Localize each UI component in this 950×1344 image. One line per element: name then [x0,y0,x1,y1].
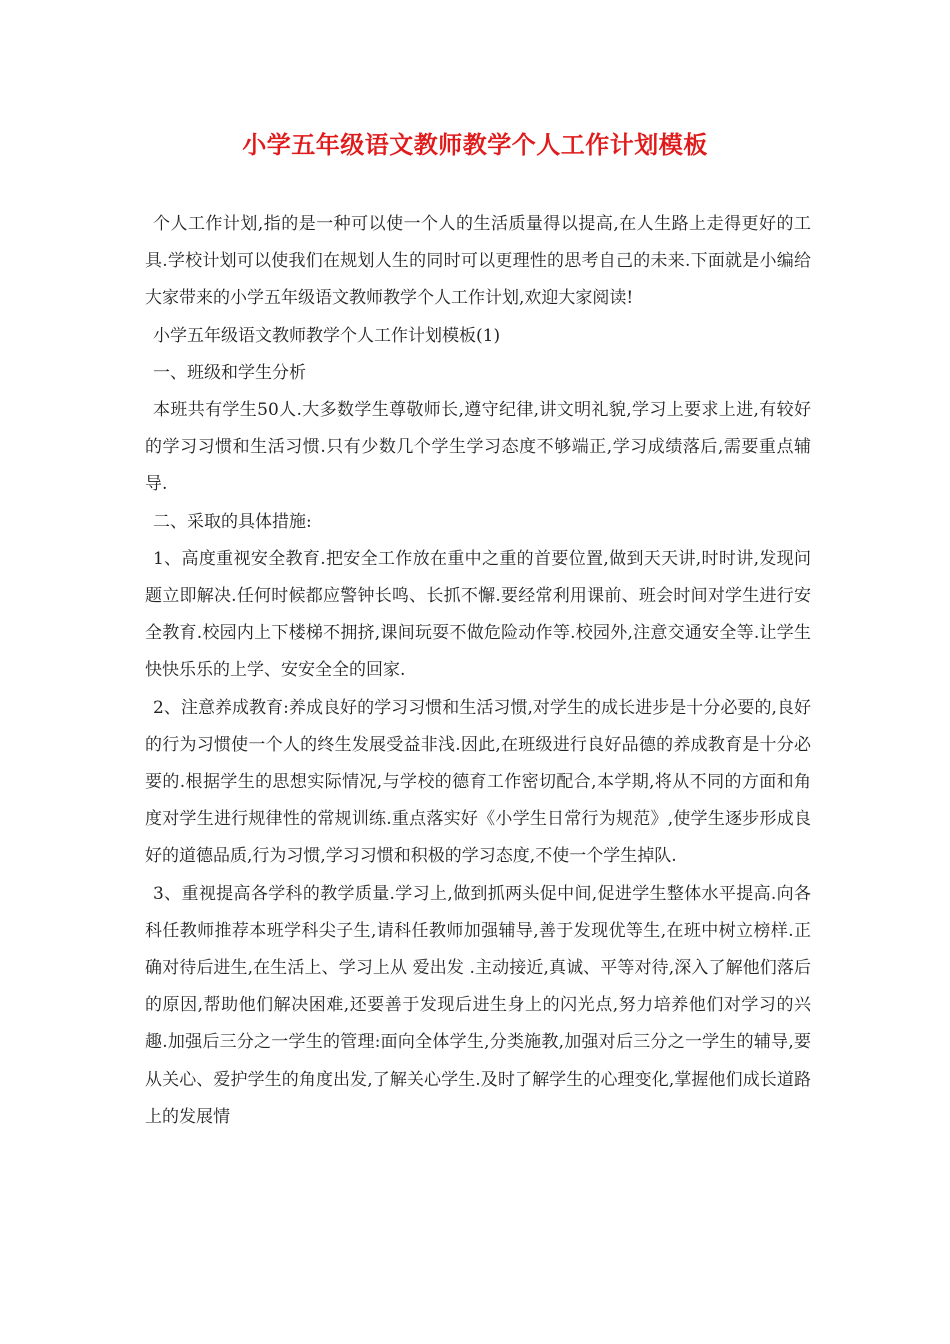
paragraph-intro: 个人工作计划,指的是一种可以使一个人的生活质量得以提高,在人生路上走得更好的工具.学校计划可以使我们在规划人生的同时可以更理性的思考自己的未来.下面就是小编给大家带来的小学五年级语文教师教学个人工作计划,欢迎大家阅读! [145,214,811,309]
paragraph-measure-1: 1、高度重视安全教育.把安全工作放在重中之重的首要位置,做到天天讲,时时讲,发现问题立即解决.任何时候都应警钟长鸣、长抓不懈.要经常利用课前、班会时间对学生进行安全教育.校园内上下楼梯不拥挤,课间玩耍不做危险动作等.校园外,注意交通安全等.让学生快快乐乐的上学、安安全全的回家. [145,548,811,681]
paragraph-measure-2: 2、注意养成教育:养成良好的学习习惯和生活习惯,对学生的成长进步是十分必要的,良好的行为习惯使一个人的终生发展受益非浅.因此,在班级进行良好品德的养成教育是十分必要的.根据学生的思想实际情况,与学校的德育工作密切配合,本学期,将从不同的方面和角度对学生进行规律性的常规训练.重点落实好《小学生日常行为规范》,使学生逐步形成良好的道德品质,行为习惯,学习习惯和积极的学习态度,不使一个学生掉队. [145,697,811,867]
paragraph-class-analysis: 本班共有学生50人.大多数学生尊敬师长,遵守纪律,讲文明礼貌,学习上要求上进,有较好的学习习惯和生活习惯.只有少数几个学生学习态度不够端正,学习成绩落后,需要重点辅导. [145,400,811,495]
paragraph-measure-3: 3、重视提高各学科的教学质量.学习上,做到抓两头促中间,促进学生整体水平提高.向各科任教师推荐本班学科尖子生,请科任教师加强辅导,善于发现优等生,在班中树立榜样.正确对待后进生,在生活上、学习上从 爱出发 .主动接近,真诚、平等对待,深入了解他们落后的原因,帮助他们解决困难,还要善于发现后进生身上的闪光点,努力培养他们对学习的兴趣.加强后三分之一学生的管理:面向全体学生,分类施教,加强对后三分之一学生的辅导,要从关心、爱护学生的角度出发,了解关心学生.及时了解学生的心理变化,掌握他们成长道路上的发展情 [145,883,811,1127]
document-body [145,206,811,1136]
paragraph-subtitle: 小学五年级语文教师教学个人工作计划模板(1) [153,325,501,346]
section-heading-2: 二、采取的具体措施: [153,511,312,532]
section-heading-1: 一、班级和学生分析 [153,362,306,383]
document-title: 小学五年级语文教师教学个人工作计划模板 [242,130,708,159]
